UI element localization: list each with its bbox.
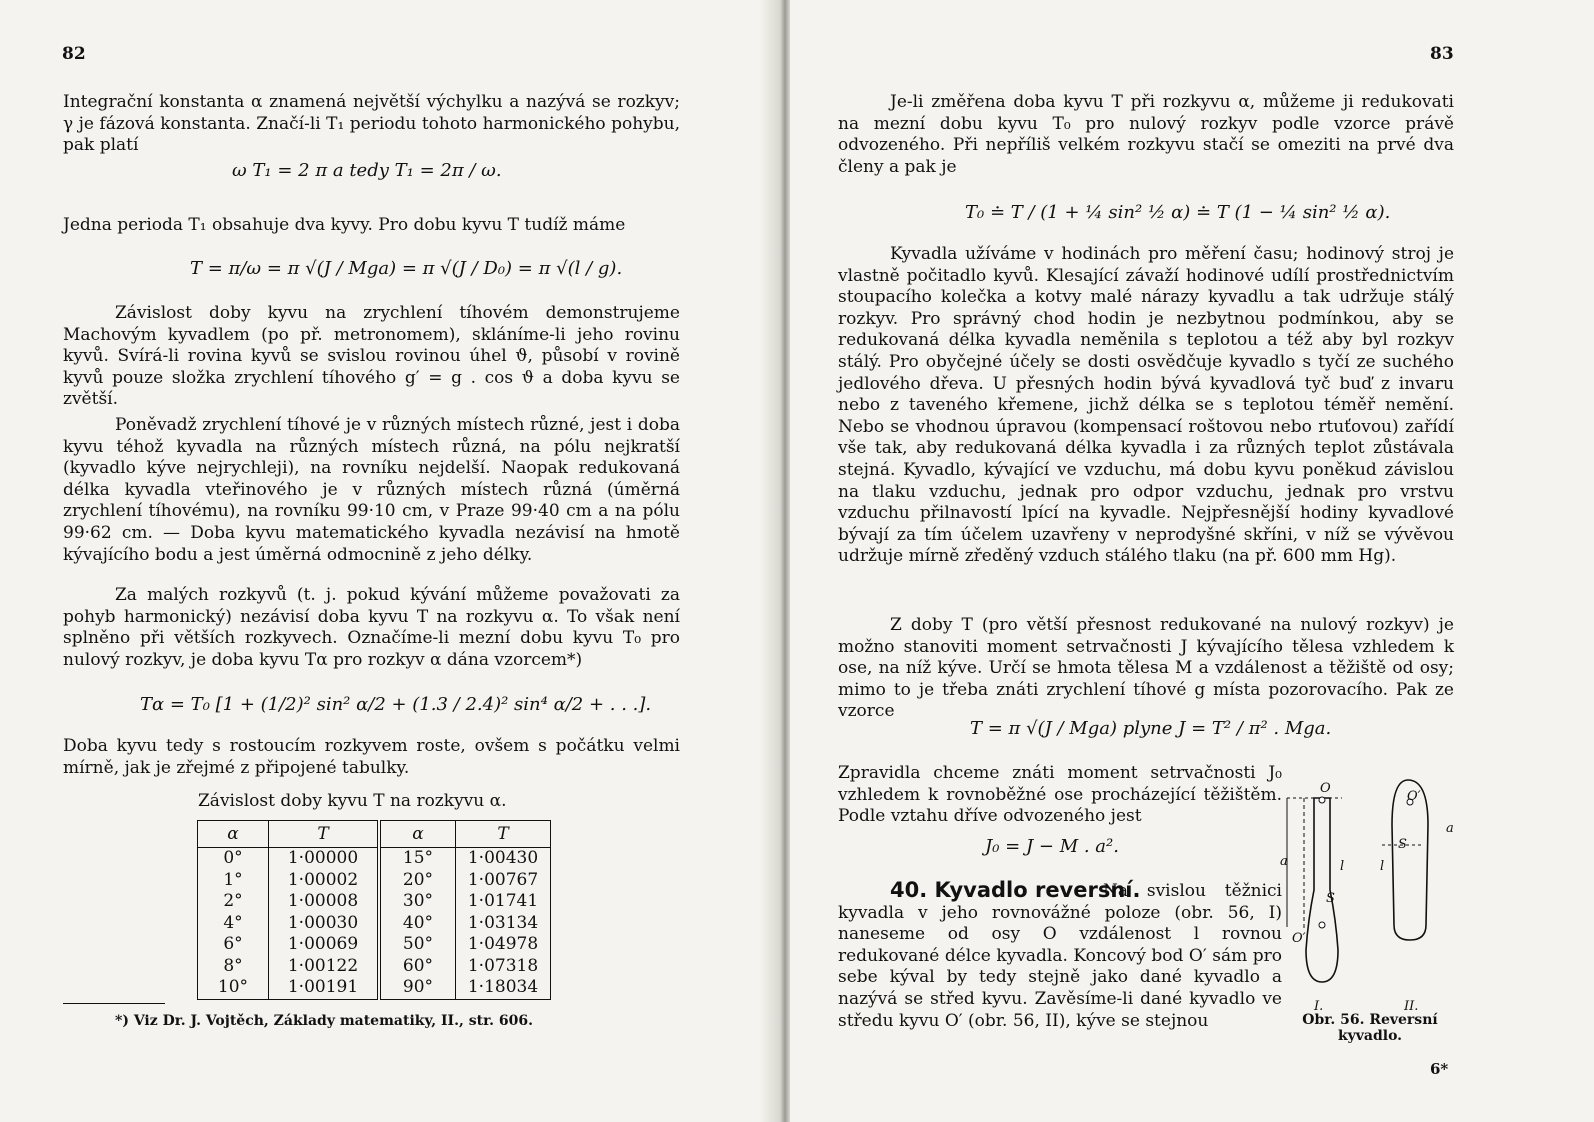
header-t-1: T: [269, 821, 380, 848]
header-t-2: T: [456, 821, 551, 848]
footnote: *) Viz Dr. J. Vojtěch, Základy matematiky, II., str. 606.: [115, 1013, 534, 1029]
figure-label: O′: [1407, 789, 1421, 804]
cell: 1·00430: [456, 848, 551, 870]
pendulum-i-shape: [1306, 798, 1338, 982]
paragraph-swing-grows: Doba kyvu tedy s rostoucím rozkyvem roste, ovšem s počátku velmi mírně, jak je zřejmé z připojené tabulky.: [63, 736, 680, 778]
cell: 30°: [379, 891, 456, 913]
cell: 2°: [223, 891, 243, 912]
cell: 1·00008: [269, 891, 380, 913]
cell: 1·00002: [269, 870, 380, 892]
table-row: [198, 913, 551, 935]
paragraph-small-amplitude: Za malých rozkyvů (t. j. pokud kývání můžeme považovati za pohyb harmonický) nezávisí doba kyvu T na rozkyvu α. To však není splněno při větších rozkyvech. Označíme-li mezní dobu kyvu T₀ pro nulový rozkyv, je doba kyvu Tα pro rozkyv α dána vzorcem*): [63, 585, 680, 670]
left-page: [0, 0, 790, 1122]
header-alpha-1: α: [198, 821, 269, 848]
amplitude-table: [197, 820, 551, 1000]
figure-label: II.: [1404, 999, 1419, 1014]
equation-moment: T = π √(J / Mga) plyne J = T² / π² . Mga.: [970, 718, 1332, 739]
equation-reduction: T₀ ≐ T / (1 + ¼ sin² ½ α) ≐ T (1 − ¼ sin² ½ α).: [965, 202, 1391, 223]
cell: 1·04978: [456, 934, 551, 956]
reversible-pendulum-figure: [1282, 770, 1462, 1040]
equation-swing-time: T = π/ω = π √(J / Mga) = π √(J / D₀) = π √(l / g).: [190, 258, 623, 279]
cell: 10°: [217, 977, 249, 998]
cell: 50°: [379, 934, 456, 956]
figure-label: S: [1326, 891, 1335, 906]
page-number-right: 83: [1430, 44, 1454, 64]
cell: 60°: [379, 956, 456, 978]
figure-label: l: [1340, 859, 1345, 874]
equation-parallel-axis: J₀ = J − M . a².: [985, 836, 1119, 857]
cell: 90°: [379, 977, 456, 999]
table-row: [198, 934, 551, 956]
paragraph-gravity-variation: Poněvadž zrychlení tíhové je v různých místech různé, jest i doba kyvu téhož kyvadla na různých místech různá, na pólu nejkratší (kyvadlo kýve nejrychleji), na rovníku nejdelší. Naopak redukovaná délka kyvadla vteřinového je v různých místech různá (úměrná zrychlení tíhovému), na rovníku 99·10 cm, v Praze 99·40 cm a na pólu 99·62 cm. — Doba kyvu matematického kyvadla nezávisí na hmotě kývajícího bodu a jest úměrná odmocnině z jeho délky.: [63, 415, 680, 565]
figure-label: O: [1320, 781, 1331, 796]
table-header-row: [198, 821, 551, 848]
cell: 1·00767: [456, 870, 551, 892]
figure-label: l: [1380, 859, 1385, 874]
paragraph-parallel-axis: Zpravidla chceme znáti moment setrvačnosti J₀ vzhledem k rovnoběžné ose procházející těžištěm. Podle vztahu dříve odvozeného jest: [838, 763, 1282, 827]
paragraph-integration-constant: Integrační konstanta α znamená největší výchylku a nazývá se rozkyv; γ je fázová konstanta. Značí-li T₁ periodu tohoto harmonického pohybu, pak platí: [63, 92, 680, 156]
paragraph-reversible-pendulum: Na svislou těžnici kyvadla v jeho rovnovážné poloze (obr. 56, I) naneseme od osy O vzdálenost l rovnou redukované délce kyvadla. Koncový bod O′ sám pro sebe kýval by tedy stejně jako dané kyvadlo a nazývá se střed kyvu. Zavěsíme-li dané kyvadlo ve středu kyvu O′ (obr. 56, II), kýve se stejnou: [838, 881, 1282, 1031]
cell: 0°: [223, 848, 243, 869]
table-row: [198, 977, 551, 999]
paragraph-one-period: Jedna perioda T₁ obsahuje dva kyvy. Pro dobu kyvu T tudíž máme: [63, 215, 626, 235]
figure-label: a: [1280, 854, 1288, 869]
figure-label: O′: [1292, 931, 1306, 946]
table-row: [198, 870, 551, 892]
table-caption: Závislost doby kyvu T na rozkyvu α.: [198, 791, 507, 811]
paragraph-mach-pendulum: Závislost doby kyvu na zrychlení tíhovém demonstrujeme Machovým kyvadlem (po př. metronomem), skláníme-li jeho rovinu kyvů. Svírá-li rovina kyvů se svislou rovinou úhel ϑ, působí v rovině kyvů pouze složka zrychlení tíhového g′ = g . cos ϑ a doba kyvu se zvětší.: [63, 303, 680, 410]
page-number-left: 82: [62, 44, 86, 64]
cell: 1·01741: [456, 891, 551, 913]
table-row: [198, 891, 551, 913]
cell: 20°: [379, 870, 456, 892]
cell: 15°: [379, 848, 456, 870]
cell: 8°: [223, 955, 243, 976]
cell: 1·00030: [269, 913, 380, 935]
cell: 1·00191: [269, 977, 380, 999]
equation-series: Tα = T₀ [1 + (1/2)² sin² α/2 + (1.3 / 2.4)² sin⁴ α/2 + . . .].: [140, 694, 652, 715]
paragraph-moment-of-inertia: Z doby T (pro větší přesnost redukované na nulový rozkyv) je možno stanoviti moment setrvačnosti J kývajícího tělesa vzhledem k ose, na níž kýve. Určí se hmota tělesa M a vzdálenost a těžiště od osy; mimo to je třeba znáti zrychlení tíhové g místa pozorovacího. Pak ze vzorce: [838, 615, 1454, 722]
paragraph-reduce-to-zero: Je-li změřena doba kyvu T při rozkyvu α, můžeme ji redukovati na mezní dobu kyvu T₀ pro nulový rozkyv podle vzorce právě odvozeného. Při nepříliš velkém rozkyvu stačí se omeziti na prvé dva členy a pak je: [838, 92, 1454, 177]
figure-label: I.: [1314, 999, 1324, 1014]
signature-mark: 6*: [1430, 1060, 1449, 1078]
equation-period: ω T₁ = 2 π a tedy T₁ = 2π / ω.: [232, 160, 502, 181]
table-row: [198, 956, 551, 978]
cell: 1·00000: [269, 848, 380, 870]
figure-label: S: [1398, 837, 1407, 852]
axis-o-point: [1319, 797, 1325, 803]
cell: 40°: [379, 913, 456, 935]
right-page: [790, 0, 1594, 1122]
table-row: [198, 848, 551, 870]
centre-s-point: [1319, 922, 1325, 928]
section-title: 40. Kyvadlo reversní.: [890, 878, 1141, 902]
cell: 1·00122: [269, 956, 380, 978]
footnote-rule: [63, 1003, 165, 1004]
cell: 1·18034: [456, 977, 551, 999]
figure-caption: Obr. 56. Reversní kyvadlo.: [1302, 1012, 1438, 1044]
paragraph-clocks: Kyvadla užíváme v hodinách pro měření času; hodinový stroj je vlastně počitadlo kyvů. Klesající závaží hodinové udílí prostřednictvím stoupacího kolečka a kotvy malé nárazy kyvadlu a tak udržuje stálý rozkyv. Pro správný chod hodin je nezbytnou podmínkou, aby se redukovaná délka kyvadla neměnila s teplotou a též aby byl rozkyv stálý. Pro obyčejné účely se dosti osvědčuje kyvadlo s tyčí ze suchého jedlového dřeva. U přesných hodin bývá kyvadlová tyč buď z invaru nebo z taveného křemene, jichž délka se s teplotou téměř nemění. Nebo se vhodnou úpravou (kompensací roštovou nebo rtuťovou) zařídí vše tak, aby redukovaná délka kyvadla i za různých teplot zůstávala stejná. Kyvadlo, kývající ve vzduchu, má dobu kyvu poněkud závislou na tlaku vzduchu, jednak pro odpor vzduchu, jednak pro vrstvu vzduchu přilnavostí lpící na kyvadle. Nejpřesnější hodiny kyvadlové bývají za tím účelem uzavřeny v neprodyšné skříni, v níž se vývěvou udržuje mírně zředěný vzduch stálého tlaku (na př. 600 mm Hg).: [838, 244, 1454, 567]
header-alpha-2: α: [379, 821, 456, 848]
cell: 1·07318: [456, 956, 551, 978]
cell: 1·03134: [456, 913, 551, 935]
cell: 6°: [223, 934, 243, 955]
figure-label: a: [1446, 821, 1454, 836]
cell: 4°: [223, 912, 243, 933]
cell: 1·00069: [269, 934, 380, 956]
cell: 1°: [223, 869, 243, 890]
